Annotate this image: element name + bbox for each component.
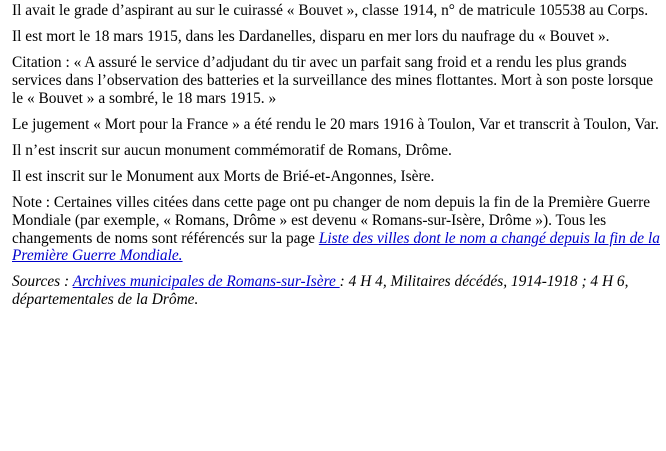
city-names-list-link[interactable]: Liste des villes dont le nom a changé depuis la fin de la Première Guerre Mondiale. [12,229,660,265]
paragraph-death: Il est mort le 18 mars 1915, dans les Dardanelles, disparu en mer lors du naufrage du « Bouvet ». [12,28,610,46]
paragraph-note [12,194,660,264]
note-text: Note : Certaines villes citées dans cette page ont pu changer de nom depuis la fin de la Première Guerre Mondiale (par exemple, « Romans, Drôme » est devenu « Romans-sur-Isère, Drôme »). Tous les changements de noms sont référencés sur la page [12,194,651,247]
paragraph-romans-monument: Il n’est inscrit sur aucun monument commémoratif de Romans, Drôme. [12,141,452,159]
sources-suffix: : 4 H 4, Militaires décédés, 1914-1918 ; 4 H 6, départementales de la Drôme. [12,273,629,308]
paragraph-judgement: Le jugement « Mort pour la France » a été rendu le 20 mars 1916 à Toulon, Var et transcrit à Toulon, Var. [12,115,659,133]
archives-romans-link[interactable]: Archives municipales de Romans-sur-Isère [72,273,340,291]
paragraph-citation: Citation : « A assuré le service d’adjudant du tir avec un parfait sang froid et a rendu les plus grands services dans l’observation des batteries et la surveillance des mines flottantes. Mort à son poste lorsque le « Bouvet » a sombré, le 18 mars 1915. » [12,54,654,107]
paragraph-brie-monument: Il est inscrit sur le Monument aux Morts de Brié-et-Angonnes, Isère. [12,168,435,186]
paragraph-grade: Il avait le grade d’aspirant au sur le cuirassé « Bouvet », classe 1914, n° de matricule 105538 au Corps. [12,2,649,19]
sources-prefix: Sources : [12,273,73,291]
paragraph-sources [12,273,660,308]
